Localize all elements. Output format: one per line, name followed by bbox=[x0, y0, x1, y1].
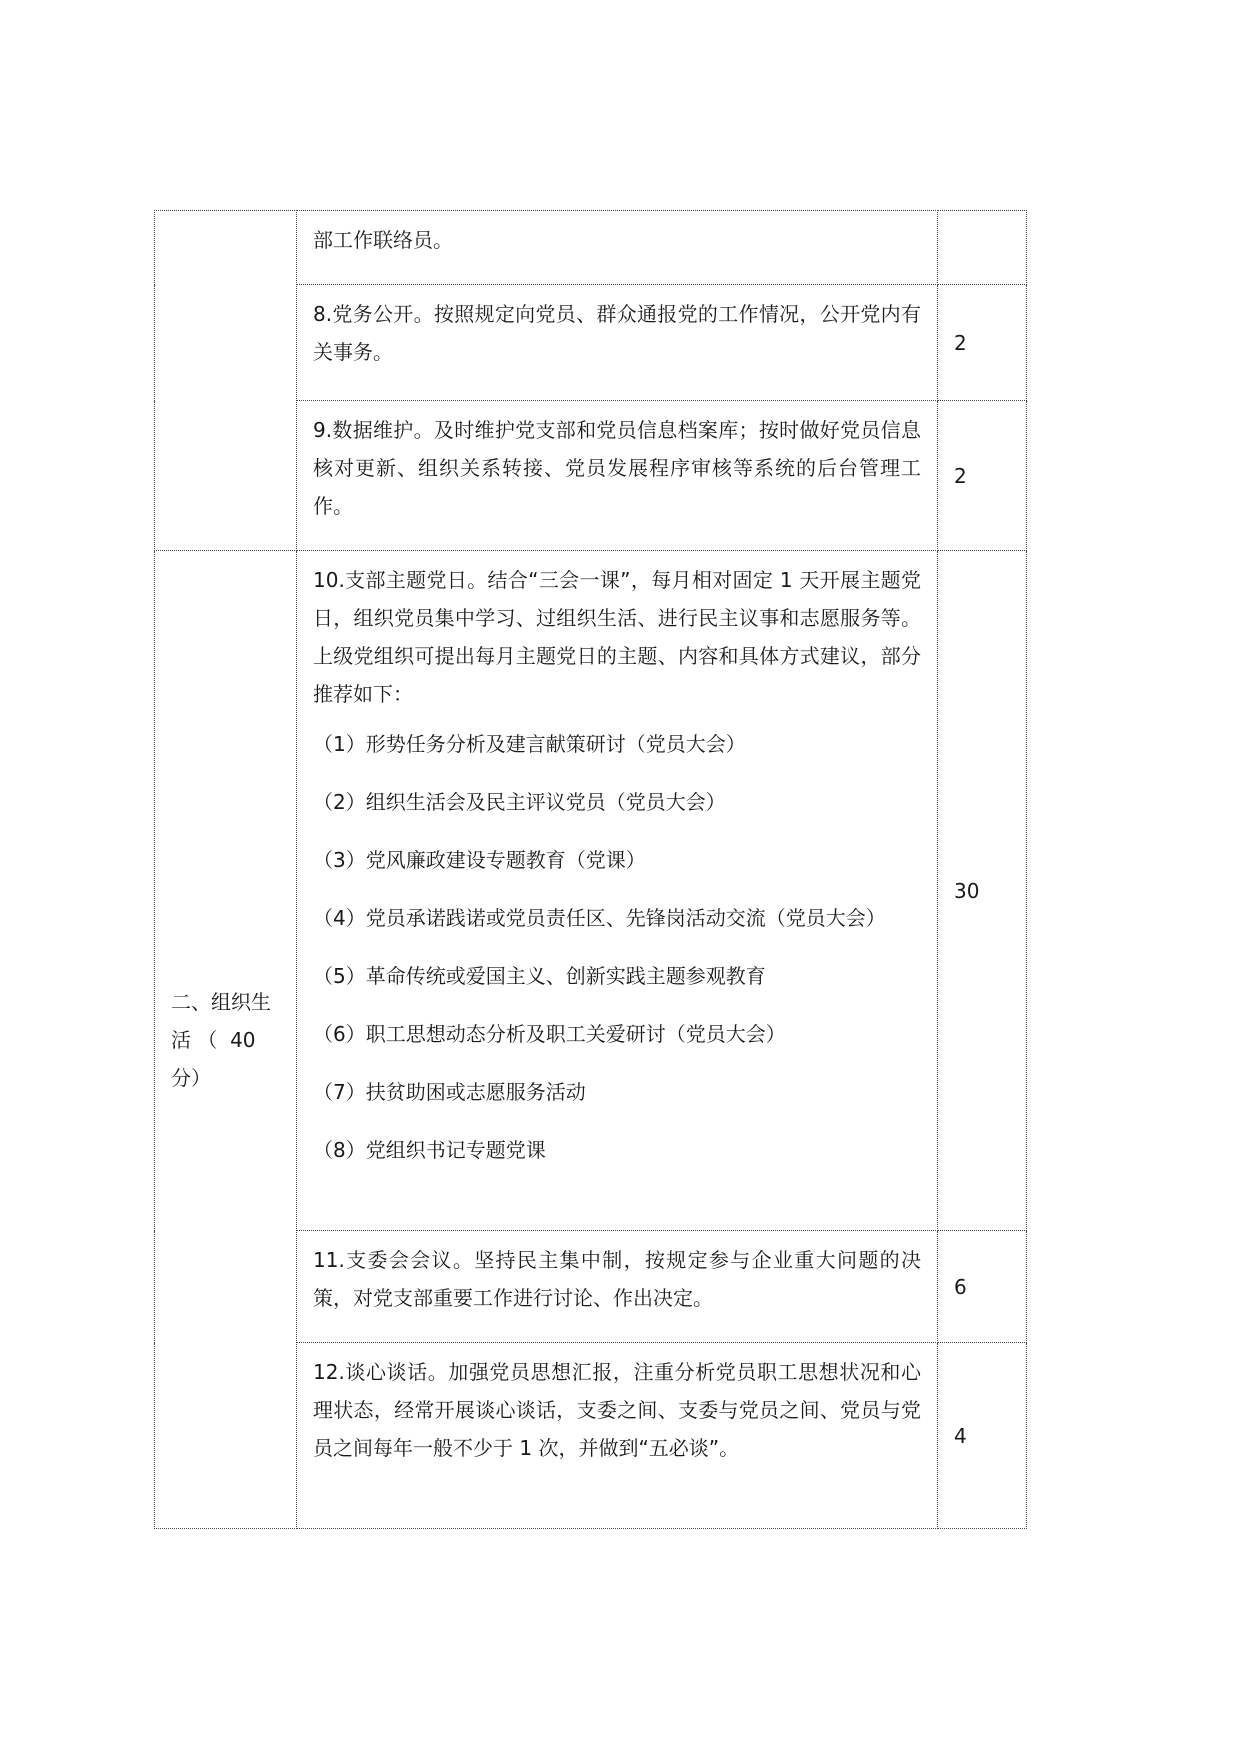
category-label-line: 分） bbox=[171, 1065, 211, 1090]
item-content-cell bbox=[297, 211, 938, 285]
score-value: 6 bbox=[954, 1274, 967, 1299]
item-text: 11.支委会会议。坚持民主集中制，按规定参与企业重大问题的决策，对党支部重要工作进行讨论、作出决定。 bbox=[313, 1248, 921, 1310]
list-item: （8）党组织书记专题党课 bbox=[313, 1138, 546, 1162]
score-cell bbox=[938, 285, 1027, 401]
list-item: （1）形势任务分析及建言献策研讨（党员大会） bbox=[313, 732, 746, 756]
table-row bbox=[155, 551, 1027, 1231]
item-text: 部工作联络员。 bbox=[313, 228, 453, 252]
item-text: 12.谈心谈话。加强党员思想汇报，注重分析党员职工思想状况和心理状态，经常开展谈心谈话，支委之间、支委与党员之间、党员与党员之间每年一般不少于 1 次，并做到“五必谈”。 bbox=[313, 1360, 921, 1460]
item-content-cell bbox=[297, 401, 938, 551]
score-value: 2 bbox=[954, 463, 967, 488]
score-cell bbox=[938, 211, 1027, 285]
list-item: （5）革命传统或爱国主义、创新实践主题参观教育 bbox=[313, 964, 766, 988]
list-item: （6）职工思想动态分析及职工关爱研讨（党员大会） bbox=[313, 1022, 786, 1046]
score-cell bbox=[938, 1231, 1027, 1343]
item-content-cell bbox=[297, 551, 938, 1231]
list-item: （3）党风廉政建设专题教育（党课） bbox=[313, 848, 646, 872]
item-text: 10.支部主题党日。结合“三会一课”，每月相对固定 1 天开展主题党日，组织党员集中学习、过组织生活、进行民主议事和志愿服务等。上级党组织可提出每月主题党日的主题、内容和具体方式建议，部分推荐如下： bbox=[313, 568, 921, 706]
score-value: 2 bbox=[954, 330, 967, 355]
item-content-cell bbox=[297, 285, 938, 401]
category-cell bbox=[155, 551, 297, 1529]
item-content-cell bbox=[297, 1343, 938, 1529]
category-label-line: 活 （ 40 bbox=[171, 1027, 256, 1052]
item-text: 9.数据维护。及时维护党支部和党员信息档案库；按时做好党员信息核对更新、组织关系转接、党员发展程序审核等系统的后台管理工作。 bbox=[313, 418, 921, 518]
list-item: （4）党员承诺践诺或党员责任区、先锋岗活动交流（党员大会） bbox=[313, 906, 886, 930]
category-cell-empty bbox=[155, 211, 297, 551]
score-cell bbox=[938, 551, 1027, 1231]
assessment-table bbox=[154, 210, 1027, 1529]
table-row bbox=[155, 211, 1027, 285]
item-text: 8.党务公开。按照规定向党员、群众通报党的工作情况，公开党内有关事务。 bbox=[313, 302, 921, 364]
score-cell bbox=[938, 401, 1027, 551]
list-item: （2）组织生活会及民主评议党员（党员大会） bbox=[313, 790, 726, 814]
score-value: 30 bbox=[954, 878, 980, 903]
sub-item-list bbox=[313, 725, 921, 1169]
category-label-line: 二、组织生 bbox=[171, 989, 271, 1014]
score-cell bbox=[938, 1343, 1027, 1529]
item-content-cell bbox=[297, 1231, 938, 1343]
list-item: （7）扶贫助困或志愿服务活动 bbox=[313, 1080, 586, 1104]
score-value: 4 bbox=[954, 1423, 967, 1448]
